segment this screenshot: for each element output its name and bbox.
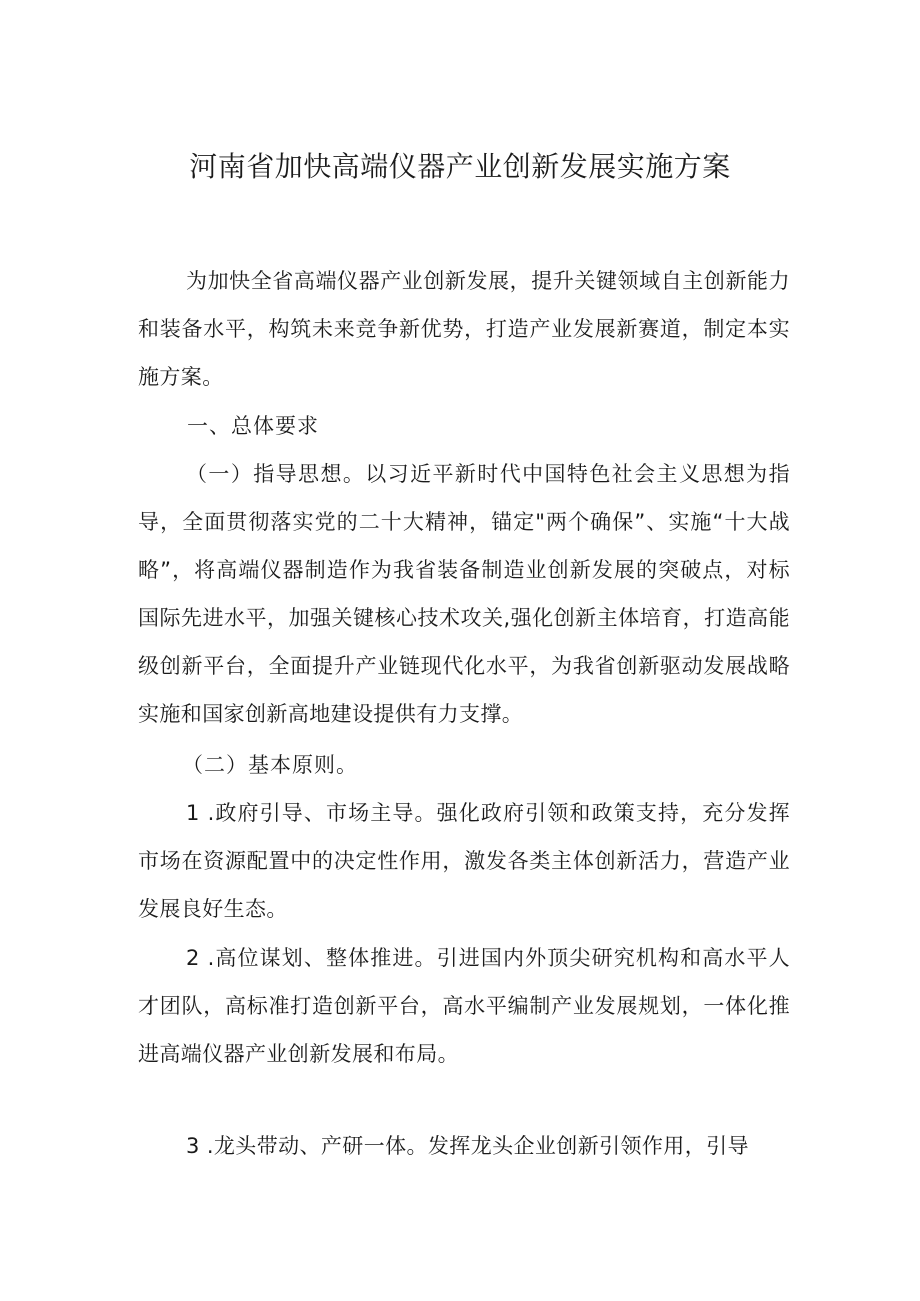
intro-paragraph: 为加快全省高端仪器产业创新发展，提升关键领域自主创新能力和装备水平，构筑未来竞争新优势，打造产业发展新赛道，制定本实施方案。 (138, 269, 790, 389)
guiding-thought-paragraph: （一）指导思想。以习近平新时代中国特色社会主义思想为指导，全面贯彻落实党的二十大精神，锚定"两个确保”、实施“十大战略”，将高端仪器制造作为我省装备制造业创新发展的突破点，对标国际先进水平，加强关键核心技术攻关,强化创新主体培育，打造高能级创新平台，全面提升产业链现代化水平，为我省创新驱动发展战略实施和国家创新高地建设提供有力支撑。 (138, 462, 790, 726)
principle-1-paragraph: 1 .政府引导、市场主导。强化政府引领和政策支持，充分发挥市场在资源配置中的决定性作用，激发各类主体创新活力，营造产业发展良好生态。 (138, 801, 790, 921)
document-title: 河南省加快高端仪器产业创新发展实施方案 (189, 149, 731, 183)
basic-principles-heading: （二）基本原则。 (182, 753, 358, 777)
principle-3-paragraph: 3 .龙头带动、产研一体。发挥龙头企业创新引领作用，引导 (186, 1134, 749, 1158)
principle-2-paragraph: 2 .高位谋划、整体推进。引进国内外顶尖研究机构和高水平人才团队，高标准打造创新平台，高水平编制产业发展规划，一体化推进高端仪器产业创新发展和布局。 (138, 946, 790, 1066)
section-heading-general-requirements: 一、总体要求 (187, 414, 319, 438)
